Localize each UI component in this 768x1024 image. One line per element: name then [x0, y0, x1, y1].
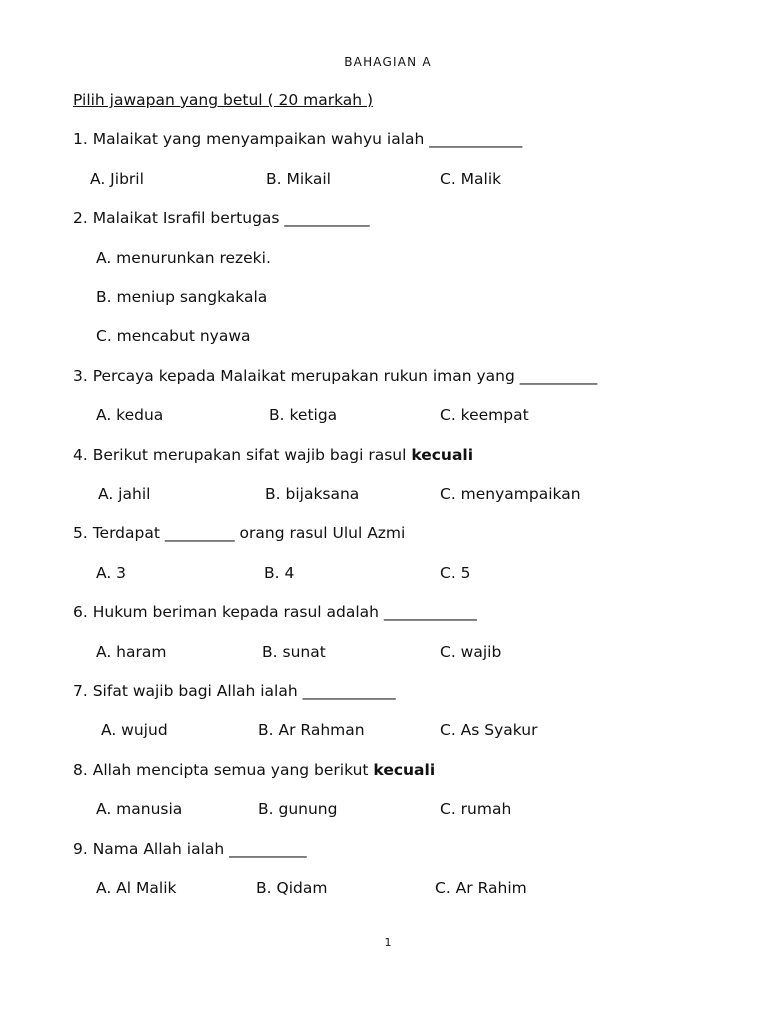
q1-option-c: C. Malik: [440, 170, 502, 188]
q2-option-b: B. meniup sangkakala: [96, 288, 268, 306]
q5-option-c: C. 5: [440, 564, 471, 582]
instruction: Pilih jawapan yang betul ( 20 markah ): [73, 91, 374, 109]
q1-option-a: A. Jibril: [90, 170, 144, 188]
question-8: [73, 760, 435, 780]
q6-option-a: A. haram: [96, 643, 167, 661]
q8-option-b: B. gunung: [258, 800, 338, 818]
q6-option-b: B. sunat: [262, 643, 326, 661]
q5-option-a: A. 3: [96, 564, 127, 582]
q4-option-c: C. menyampaikan: [440, 485, 581, 503]
question-6: 6. Hukum beriman kepada rasul adalah ____________: [73, 603, 477, 621]
q7-option-b: B. Ar Rahman: [258, 721, 365, 739]
q2-option-a: A. menurunkan rezeki.: [96, 249, 271, 267]
question-4: [73, 445, 473, 465]
q9-option-c: C. Ar Rahim: [435, 879, 527, 897]
q3-option-c: C. keempat: [440, 406, 529, 424]
section-title: BAHAGIAN A: [344, 55, 432, 69]
question-8-emphasis: kecuali: [373, 761, 436, 779]
question-2: 2. Malaikat Israfil bertugas ___________: [73, 209, 370, 227]
q3-option-a: A. kedua: [96, 406, 164, 424]
question-9: 9. Nama Allah ialah __________: [73, 840, 307, 858]
q6-option-c: C. wajib: [440, 643, 502, 661]
q4-option-b: B. bijaksana: [265, 485, 360, 503]
q4-option-a: A. jahil: [98, 485, 151, 503]
q2-option-c: C. mencabut nyawa: [96, 327, 251, 345]
question-4-text: 4. Berikut merupakan sifat wajib bagi rasul: [73, 446, 412, 464]
question-3: 3. Percaya kepada Malaikat merupakan rukun iman yang __________: [73, 367, 598, 385]
q9-option-b: B. Qidam: [256, 879, 328, 897]
q8-option-c: C. rumah: [440, 800, 512, 818]
page-number: 1: [384, 936, 392, 949]
q8-option-a: A. manusia: [96, 800, 183, 818]
question-5: 5. Terdapat _________ orang rasul Ulul Azmi: [73, 524, 406, 542]
q7-option-a: A. wujud: [101, 721, 168, 739]
q5-option-b: B. 4: [264, 564, 295, 582]
q9-option-a: A. Al Malik: [96, 879, 177, 897]
q3-option-b: B. ketiga: [269, 406, 338, 424]
q7-option-c: C. As Syakur: [440, 721, 538, 739]
question-7: 7. Sifat wajib bagi Allah ialah ____________: [73, 682, 396, 700]
question-8-text: 8. Allah mencipta semua yang berikut: [73, 761, 374, 779]
question-4-emphasis: kecuali: [411, 446, 474, 464]
question-1: 1. Malaikat yang menyampaikan wahyu ialah ____________: [73, 130, 523, 148]
q1-option-b: B. Mikail: [266, 170, 331, 188]
